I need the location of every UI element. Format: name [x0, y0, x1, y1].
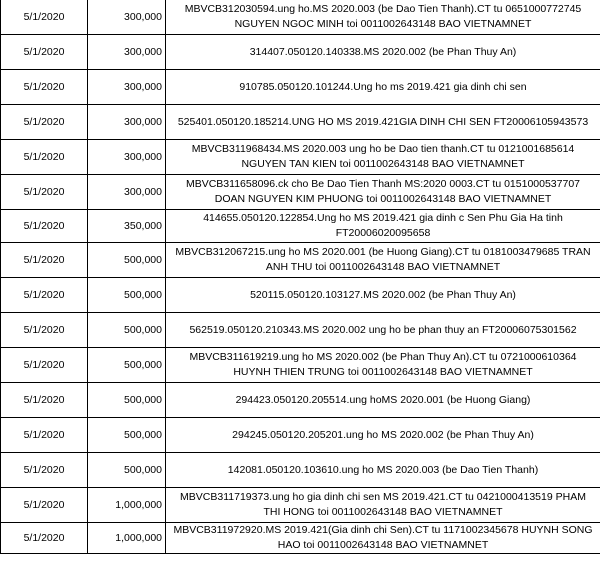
date-cell: 5/1/2020 — [1, 175, 88, 210]
amount-cell: 500,000 — [88, 348, 166, 383]
description-cell — [166, 243, 600, 278]
table-row — [1, 0, 600, 35]
date-cell: 5/1/2020 — [1, 0, 88, 35]
transaction-table-body — [1, 0, 600, 554]
description-cell — [166, 313, 600, 348]
description-line: 525401.050120.185214.UNG HO MS 2019.421GIA DINH CHI SEN FT20006105943573 — [177, 115, 589, 128]
date-cell: 5/1/2020 — [1, 278, 88, 313]
description-line: 910785.050120.101244.Ung ho ms 2019.421 gia dinh chi sen — [239, 80, 527, 93]
description-cell — [166, 418, 600, 453]
description-cell — [166, 383, 600, 418]
description-line: 142081.050120.103610.ung ho MS 2020.003 (be Dao Tien Thanh) — [227, 463, 539, 476]
description-line: NGUYEN NGOC MINH toi 0011002643148 BAO VIETNAMNET — [234, 18, 532, 30]
description-cell — [166, 70, 600, 105]
description-line: 294245.050120.205201.ung ho MS 2020.002 (be Phan Thuy An) — [232, 428, 534, 441]
description-line: MBVCB311619219.ung ho MS 2020.002 (be Phan Thuy An).CT tu 0721000610364 — [189, 351, 577, 363]
date-cell: 5/1/2020 — [1, 105, 88, 140]
description-line: NGUYEN TAN KIEN toi 0011002643148 BAO VIETNAMNET — [241, 158, 525, 170]
description-line: HUYNH THIEN TRUNG toi 0011002643148 BAO VIETNAMNET — [233, 366, 533, 378]
date-cell: 5/1/2020 — [1, 348, 88, 383]
date-cell: 5/1/2020 — [1, 35, 88, 70]
description-line: DOAN NGUYEN KIM PHUONG toi 0011002643148 BAO VIETNAMNET — [214, 193, 552, 205]
date-cell: 5/1/2020 — [1, 523, 88, 554]
amount-cell: 500,000 — [88, 313, 166, 348]
description-cell — [166, 278, 600, 313]
amount-cell: 500,000 — [88, 418, 166, 453]
description-line: MBVCB311658096.ck cho Be Dao Tien Thanh MS:2020 0003.CT tu 0151000537707 — [185, 178, 581, 190]
table-row — [1, 488, 600, 523]
description-line: MBVCB311719373.ung ho gia dinh chi sen MS 2019.421.CT tu 0421000413519 PHAM — [180, 491, 586, 503]
table-row — [1, 278, 600, 313]
date-cell: 5/1/2020 — [1, 488, 88, 523]
table-row — [1, 523, 600, 554]
table-row — [1, 210, 600, 243]
amount-cell: 350,000 — [88, 210, 166, 243]
description-line: THI HONG toi 0011002643148 BAO VIETNAMNET — [263, 506, 503, 518]
description-line: 294423.050120.205514.ung hoMS 2020.001 (be Huong Giang) — [235, 393, 531, 406]
amount-cell: 300,000 — [88, 70, 166, 105]
description-cell — [166, 523, 600, 554]
description-line: 314407.050120.140338.MS 2020.002 (be Phan Thuy An) — [249, 45, 517, 58]
date-cell: 5/1/2020 — [1, 140, 88, 175]
description-line: MBVCB311968434.MS 2020.003 ung ho be Dao tien thanh.CT tu 0121001685614 — [191, 143, 575, 155]
amount-cell: 500,000 — [88, 453, 166, 488]
description-cell — [166, 348, 600, 383]
table-row — [1, 175, 600, 210]
date-cell: 5/1/2020 — [1, 383, 88, 418]
date-cell: 5/1/2020 — [1, 313, 88, 348]
description-line: 414655.050120.122854.Ung ho MS 2019.421 gia dinh c Sen Phu Gia Ha tinh — [203, 212, 563, 224]
description-cell — [166, 0, 600, 35]
date-cell: 5/1/2020 — [1, 418, 88, 453]
description-cell — [166, 210, 600, 243]
description-cell — [166, 175, 600, 210]
description-line: 520115.050120.103127.MS 2020.002 (be Phan Thuy An) — [250, 288, 516, 301]
table-row — [1, 313, 600, 348]
table-row — [1, 383, 600, 418]
description-line: HAO toi 0011002643148 BAO VIETNAMNET — [277, 539, 489, 551]
date-cell: 5/1/2020 — [1, 70, 88, 105]
amount-cell: 500,000 — [88, 278, 166, 313]
description-line: MBVCB312030594.ung ho.MS 2020.003 (be Dao Tien Thanh).CT tu 0651000772745 — [184, 3, 582, 15]
amount-cell: 1,000,000 — [88, 523, 166, 554]
date-cell: 5/1/2020 — [1, 243, 88, 278]
description-cell — [166, 140, 600, 175]
amount-cell: 300,000 — [88, 175, 166, 210]
table-row — [1, 35, 600, 70]
amount-cell: 300,000 — [88, 0, 166, 35]
description-cell — [166, 453, 600, 488]
amount-cell: 1,000,000 — [88, 488, 166, 523]
description-cell — [166, 35, 600, 70]
description-line: 562519.050120.210343.MS 2020.002 ung ho be phan thuy an FT20006075301562 — [189, 323, 577, 336]
table-row — [1, 243, 600, 278]
table-row — [1, 105, 600, 140]
table-row — [1, 70, 600, 105]
table-row — [1, 418, 600, 453]
amount-cell: 500,000 — [88, 383, 166, 418]
amount-cell: 300,000 — [88, 35, 166, 70]
description-line: MBVCB312067215.ung ho MS 2020.001 (be Huong Giang).CT tu 0181003479685 TRAN — [175, 246, 591, 258]
description-cell — [166, 105, 600, 140]
table-row — [1, 453, 600, 488]
date-cell: 5/1/2020 — [1, 453, 88, 488]
description-line: ANH THU toi 0011002643148 BAO VIETNAMNET — [265, 261, 501, 273]
date-cell: 5/1/2020 — [1, 210, 88, 243]
description-cell — [166, 488, 600, 523]
amount-cell: 300,000 — [88, 105, 166, 140]
description-line: MBVCB311972920.MS 2019.421(Gia dinh chi Sen).CT tu 1171002345678 HUYNH SONG — [173, 524, 593, 536]
amount-cell: 300,000 — [88, 140, 166, 175]
amount-cell: 500,000 — [88, 243, 166, 278]
description-line: FT20006020095658 — [335, 227, 431, 239]
table-row — [1, 140, 600, 175]
table-row — [1, 348, 600, 383]
